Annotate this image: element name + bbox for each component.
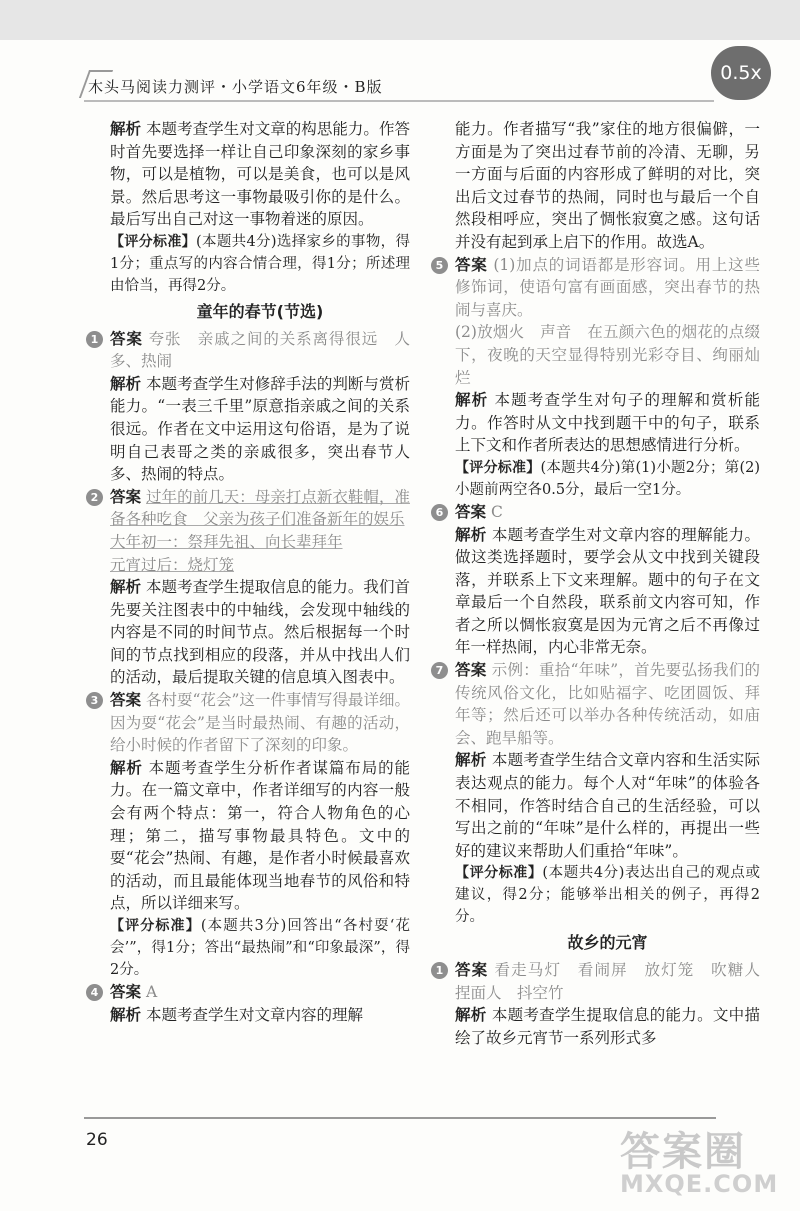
analysis-text: 本题考查学生对句子的理解和赏析能力。作答时从文中找到题干中的句子，联系上下文和作者所表达的思想感情进行分析。 <box>455 391 760 455</box>
question-number-badge: 6 <box>431 504 448 521</box>
watermark-logo: 答案圈 <box>620 1129 746 1175</box>
right-column <box>435 118 776 1049</box>
answer-text: A <box>145 983 158 1001</box>
footer-divider <box>84 1117 716 1119</box>
question-item: 1 答案 看走马灯 看闹屏 放灯笼 吹糖人 捏面人 抖空竹 解析 本题考查学生提取信息的能力。文中描绘了故乡元宵节一系列形式多 <box>455 959 760 1049</box>
question-number-badge: 1 <box>86 331 103 348</box>
watermark-url: MXQE.COM <box>620 1170 779 1198</box>
question-item: 5 答案 (1)加点的词语都是形容词。用上这些修饰词，使语句富有画面感，突出春节的热闹与喜庆。 (2)放烟火 声音 在五颜六色的烟花的点缀下，夜晚的天空显得特别光彩夺目、绚丽灿烂 解析 本题考查学生对句子的理解和赏析能力。作答时从文中找到题干中的句子，联系上下文和作者所表达的思想感情进行分析。 【评分标准】(本题共4分)第(1)小题2分；第(2)小题前两空各0.5分，最后一空1分。 <box>455 254 760 501</box>
question-item: 1 答案 夸张 亲戚之间的关系离得很远 人多、热闹 解析 本题考查学生对修辞手法的判断与赏析能力。“一表三千里”原意指亲戚之间的关系很远。作者在文中运用这句俗语，是为了说明自己表哥之类的亲戚很多，突出春节人多、热闹的特点。 <box>110 328 410 486</box>
analysis-continuation: 能力。作者描写“我”家住的地方很偏僻，一方面是为了突出过春节前的冷清、无聊，另一方面与后面的内容形成了鲜明的对比，突出后文过春节的热闹，同时也与最后一个自然段相呼应，突出了惆怅寂寞之感。这句话并没有起到承上启下的作用。故选A。 <box>455 120 760 251</box>
question-number-badge: 1 <box>431 962 448 979</box>
question-number-badge: 7 <box>431 662 448 679</box>
header-divider <box>84 100 714 102</box>
answer-text: 看走马灯 看闹屏 放灯笼 吹糖人 捏面人 抖空竹 <box>455 961 776 1002</box>
question-number-badge: 2 <box>86 489 103 506</box>
analysis-text: 本题考查学生提取信息的能力。文中描绘了故乡元宵节一系列形式多 <box>455 1006 760 1047</box>
question-number-badge: 4 <box>86 984 103 1001</box>
scoring-criteria: 【评分标准】(本题共3分)回答出“各村耍‘花会’”，得1分；答出“最热闹”和“印象最深”，得2分。 <box>110 918 411 978</box>
intro-criteria: 【评分标准】(本题共4分)选择家乡的事物，得1分；重点写的内容合情合理，得1分；所述理由恰当，再得2分。 <box>110 233 411 294</box>
intro-analysis: 解析 本题考查学生对文章的构思能力。作答时首先要选择一样让自己印象深刻的家乡事物，可以是植物，可以是美食，也可以是风景。然后思考这一事物最吸引你的是什么。最后写出自己对这一事物着迷的原因。 <box>110 120 410 229</box>
answer-text: 过年的前几天：母亲打点新衣鞋帽，准备各种吃食 父亲为孩子们准备新年的娱乐 <box>110 487 410 529</box>
answer-text: (1)加点的词语都是形容词。用上这些修饰词，使语句富有画面感，突出春节的热闹与喜庆。 <box>455 255 760 319</box>
answer-text: 元宵过后：烧灯笼 <box>110 555 235 574</box>
analysis-text: 本题考查学生分析作者谋篇布局的能力。在一篇文章中，作者详细写的内容一般会有两个特点：第一，符合人物角色的心理；第二，描写事物最具特色。文中的耍“花会”热闹、有趣，是作者小时候最喜欢的活动，而且最能体现当地春节的风俗和特点，所以详细来写。 <box>110 758 410 913</box>
page-number: 26 <box>86 1130 108 1150</box>
question-item: 3 答案 各村耍“花会”这一件事情写得最详细。因为耍“花会”是当时最热闹、有趣的活动，给小时候的作者留下了深刻的印象。 解析 本题考查学生分析作者谋篇布局的能力。在一篇文章中，作者详细写的内容一般会有两个特点：第一，符合人物角色的心理；第二，描写事物最具特色。文中的耍“花会”热闹、有趣，是作者小时候最喜欢的活动，而且最能体现当地春节的风俗和特点，所以详细来写。 【评分标准】(本题共3分)回答出“各村耍‘花会’”，得1分；答出“最热闹”和“印象最深”，得2分。 <box>110 689 410 981</box>
answer-text: C <box>490 502 503 521</box>
analysis-text: 本题考查学生对修辞手法的判断与赏析能力。“一表三千里”原意指亲戚之间的关系很远。作者在文中运用这句俗语，是为了说明自己表哥之类的亲戚很多，突出春节人多、热闹的特点。 <box>110 374 410 484</box>
scoring-criteria: 【评分标准】(本题共4分)第(1)小题2分；第(2)小题前两空各0.5分，最后一空1分。 <box>455 459 761 498</box>
viewer-top-bar <box>0 0 800 40</box>
question-number-badge: 5 <box>431 257 448 274</box>
analysis-text: 本题考查学生对文章内容的理解 <box>145 1005 363 1024</box>
scoring-criteria: 【评分标准】(本题共4分)表达出自己的观点或建议，得2分；能够举出相关的例子，再得2分。 <box>455 865 760 926</box>
analysis-text: 本题考查学生结合文章内容和生活实际表达观点的能力。每个人对“年味”的体验各不相同，作答时结合自己的生活经验，可以写出之前的“年味”是什么样的，再提出一些好的建议来帮助人们重拾“年味”。 <box>455 751 760 860</box>
question-number-badge: 3 <box>86 692 103 709</box>
answer-text: 大年初一：祭拜先祖、向长辈拜年 <box>110 532 343 551</box>
answer-text: 夸张 亲戚之间的关系离得很远 人多、热闹 <box>110 329 410 371</box>
analysis-text: 本题考查学生对文章内容的理解能力。做这类选择题时，要学会从文中找到关键段落，并联系上下文来理解。题中的句子在文章最后一个自然段，联系前文内容可知，作者之所以惆怅寂寞是因为元宵之后不再像过年一样热闹，内心非常无奈。 <box>455 525 760 657</box>
analysis-text: 本题考查学生提取信息的能力。我们首先要关注图表中的中轴线，会发现中轴线的内容是不同的时间节点。然后根据每一个时间的节点找到相应的段落，并从中找出人们的活动，最后提取关键的信息填入图表中。 <box>110 578 410 687</box>
running-header: 木头马阅读力测评・小学语文6年级・B版 <box>88 78 383 96</box>
section-title-spring-festival: 童年的春节(节选) <box>196 301 324 321</box>
question-item: 7 答案 示例：重拾“年味”，首先要弘扬我们的传统风俗文化，比如贴福字、吃团圆饭、拜年等；然后还可以举办各种传统活动，如庙会、跑旱船等。 解析 本题考查学生结合文章内容和生活实际表达观点的能力。每个人对“年味”的体验各不相同，作答时结合自己的生活经验，可以写出之前的“年味”是什么样的，再提出一些好的建议来帮助人们重拾“年味”。 【评分标准】(本题共4分)表达出自己的观点或建议，得2分；能够举出相关的例子，再得2分。 <box>455 659 760 928</box>
answer-text: (2)放烟火 声音 在五颜六色的烟花的点缀下，夜晚的天空显得特别光彩夺目、绚丽灿烂 <box>455 323 760 387</box>
section-title-lantern-festival: 故乡的元宵 <box>567 933 648 953</box>
left-column <box>90 118 411 1026</box>
playback-speed-button[interactable]: 0.5x <box>711 46 771 100</box>
question-item: 4 答案 A 解析 本题考查学生对文章内容的理解 <box>110 981 410 1026</box>
answer-text: 示例：重拾“年味”，首先要弘扬我们的传统风俗文化，比如贴福字、吃团圆饭、拜年等；然后还可以举办各种传统活动，如庙会、跑旱船等。 <box>455 661 760 747</box>
question-item: 2 答案 过年的前几天：母亲打点新衣鞋帽，准备各种吃食 父亲为孩子们准备新年的娱乐 大年初一：祭拜先祖、向长辈拜年 元宵过后：烧灯笼 解析 本题考查学生提取信息的能力。我们首先要关注图表中的中轴线，会发现中轴线的内容是不同的时间节点。然后根据每一个时间的节点找到相应的段落，并从中找出人们的活动，最后提取关键的信息填入图表中。 <box>110 486 410 689</box>
question-item: 6 答案 C 解析 本题考查学生对文章内容的理解能力。做这类选择题时，要学会从文中找到关键段落，并联系上下文来理解。题中的句子在文章最后一个自然段，联系前文内容可知，作者之所以惆怅寂寞是因为元宵之后不再像过年一样热闹，内心非常无奈。 <box>455 501 760 659</box>
answer-text: 各村耍“花会”这一件事情写得最详细。因为耍“花会”是当时最热闹、有趣的活动，给小时候的作者留下了深刻的印象。 <box>110 691 410 755</box>
